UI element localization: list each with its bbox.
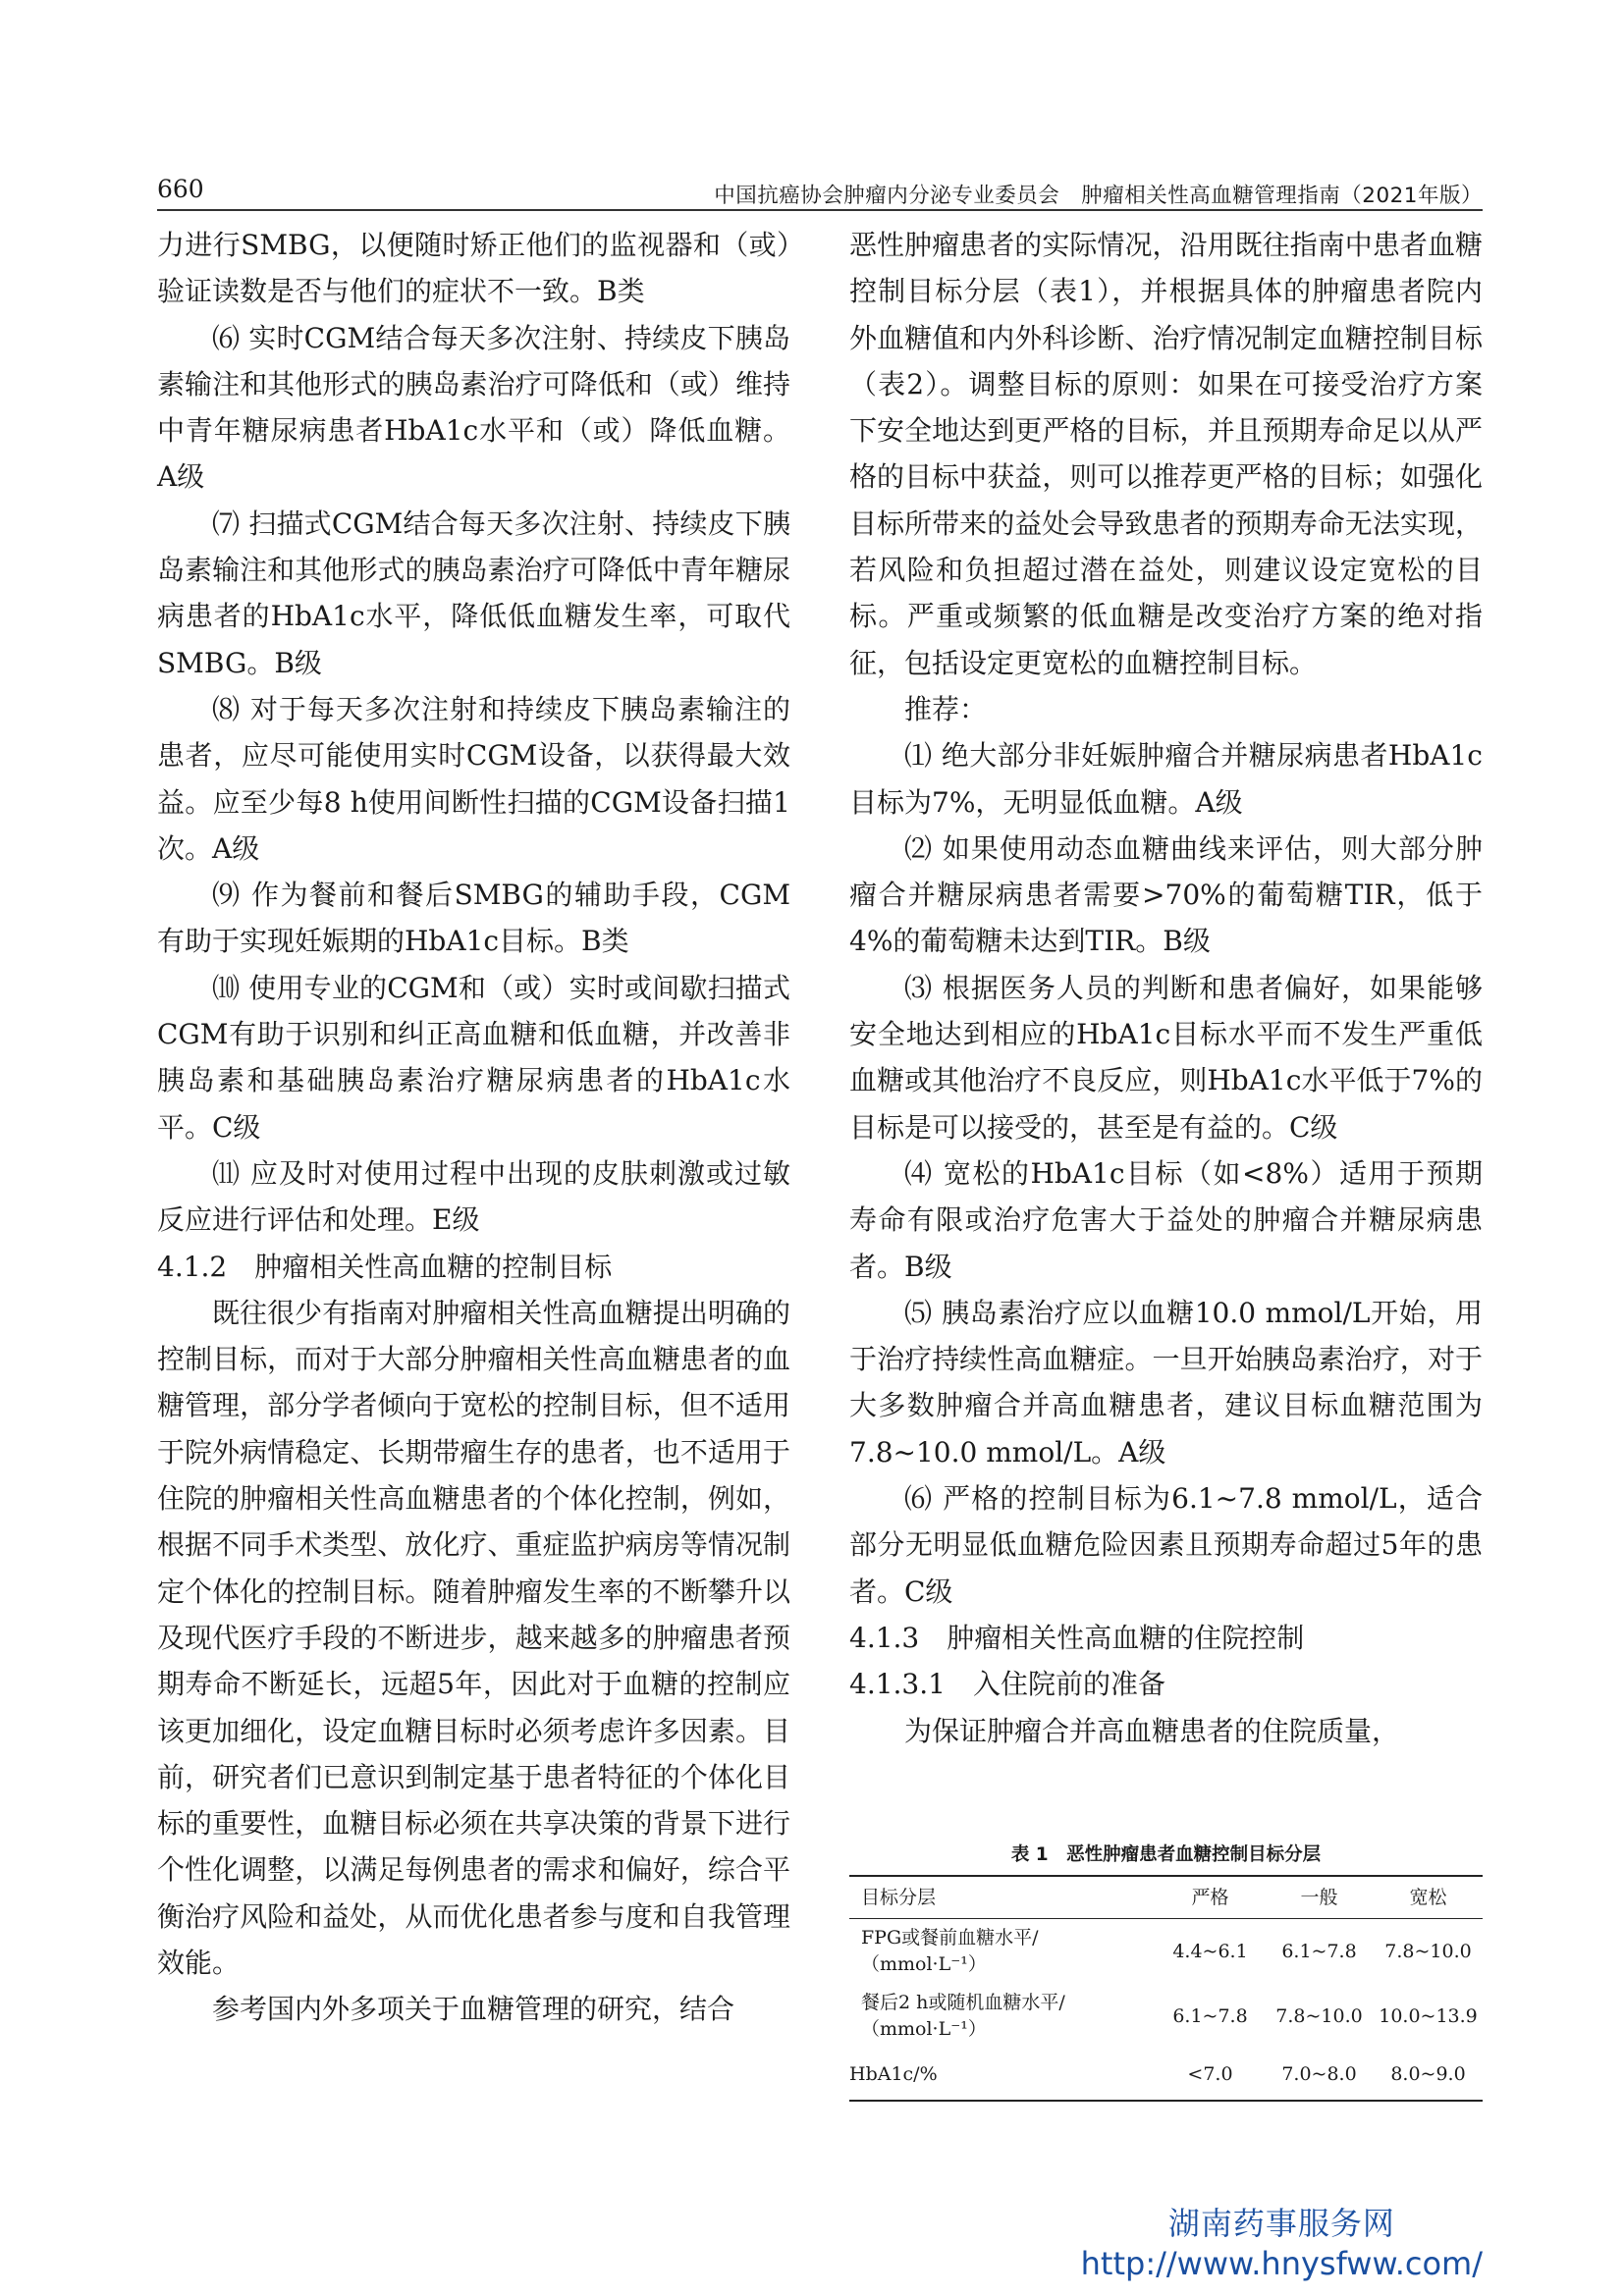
row-label: HbA1c/% bbox=[849, 2049, 1156, 2101]
cell-general: 7.8~10.0 bbox=[1275, 2004, 1363, 2027]
section-heading: 4.1.2 肿瘤相关性高血糖的控制目标 bbox=[157, 1250, 613, 1283]
page-number: 660 bbox=[157, 175, 204, 203]
paragraph: 为保证肿瘤合并高血糖患者的住院质量， bbox=[904, 1714, 1400, 1747]
cell-general: 6.1~7.8 bbox=[1281, 1940, 1357, 1962]
paragraph: 恶性肿瘤患者的实际情况，沿用既往指南中患者血糖控制目标分层（表1），并根据具体的肿瘤患者院内外血糖值和内外科诊断、治疗情况制定血糖控制目标（表2）。调整目标的原则：如果在可接受治疗方案下安全地达到更严格的目标，并且预期寿命足以从严格的目标中获益，则可以推荐更严格的目标；如强化目标所带来的益处会导致患者的预期寿命无法实现，若风险和负担超过潜在益处，则建议设定宽松的目标。严重或频繁的低血糖是改变治疗方案的绝对指征，包括设定更宽松的血糖控制目标。 bbox=[849, 229, 1483, 679]
cell-strict: 6.1~7.8 bbox=[1172, 2004, 1248, 2027]
recommendation-item: ⑻ 对于每天多次注射和持续皮下胰岛素输注的患者，应尽可能使用实时CGM设备，以获得最大效益。应至少每8 h使用间断性扫描的CGM设备扫描1次。A级 bbox=[157, 692, 790, 865]
recommendation-item: ⑾ 应及时对使用过程中出现的皮肤刺激或过敏反应进行评估和处理。E级 bbox=[157, 1156, 790, 1237]
section-heading: 4.1.3 肿瘤相关性高血糖的住院控制 bbox=[849, 1621, 1305, 1654]
cell-strict: 4.4~6.1 bbox=[1172, 1940, 1248, 1962]
right-column bbox=[849, 222, 1483, 1754]
recommendation-item: ⑽ 使用专业的CGM和（或）实时或间歇扫描式CGM有助于识别和纠正高血糖和低血糖，并改善非胰岛素和基础胰岛素治疗糖尿病患者的HbA1c水平。C级 bbox=[157, 971, 790, 1144]
cell-loose: 10.0~13.9 bbox=[1379, 2004, 1478, 2027]
subsection-heading: 4.1.3.1 入住院前的准备 bbox=[849, 1668, 1165, 1701]
recommendation-item: ⑺ 扫描式CGM结合每天多次注射、持续皮下胰岛素输注和其他形式的胰岛素治疗可降低中青年糖尿病患者的HbA1c水平，降低低血糖发生率，可取代SMBG。B级 bbox=[157, 507, 790, 679]
cell-strict: <7.0 bbox=[1156, 2049, 1265, 2101]
table-row bbox=[849, 1919, 1483, 1985]
glucose-target-table bbox=[849, 1875, 1483, 2102]
row-label bbox=[849, 1984, 1156, 2049]
paragraph: 既往很少有指南对肿瘤相关性高血糖提出明确的控制目标，而对于大部分肿瘤相关性高血糖患者的血糖管理，部分学者倾向于宽松的控制目标，但不适用于院外病情稳定、长期带瘤生存的患者，也不适用于住院的肿瘤相关性高血糖患者的个体化控制，例如，根据不同手术类型、放化疗、重症监护病房等情况制定个体化的控制目标。随着肿瘤发生率的不断攀升以及现代医疗手段的不断进步，越来越多的肿瘤患者预期寿命不断延长，远超5年，因此对于血糖的控制应该更加细化，设定血糖目标时必须考虑许多因素。目前，研究者们已意识到制定基于患者特征的个体化目标的重要性，血糖目标必须在共享决策的背景下进行个性化调整，以满足每例患者的需求和偏好，综合平衡治疗风险和益处，从而优化患者参与度和自我管理效能。 bbox=[157, 1296, 790, 1979]
cell-general: 7.0~8.0 bbox=[1265, 2049, 1374, 2101]
recommendation-item: ⑹ 实时CGM结合每天多次注射、持续皮下胰岛素输注和其他形式的胰岛素治疗可降低和（或）维持中青年糖尿病患者HbA1c水平和（或）降低血糖。A级 bbox=[157, 321, 790, 494]
recommendation-item: ⑷ 宽松的HbA1c目标（如<8%）适用于预期寿命有限或治疗危害大于益处的肿瘤合并糖尿病患者。B级 bbox=[849, 1156, 1483, 1283]
row-label bbox=[849, 1919, 1156, 1985]
header-rule bbox=[157, 209, 1483, 211]
running-title: 中国抗癌协会肿瘤内分泌专业委员会 肿瘤相关性高血糖管理指南（2021年版） bbox=[714, 184, 1483, 208]
recommendation-item: ⑸ 胰岛素治疗应以血糖10.0 mmol/L开始，用于治疗持续性高血糖症。一旦开始胰岛素治疗，对于大多数肿瘤合并高血糖患者，建议目标血糖范围为7.8~10.0 mmol/L。A级 bbox=[849, 1296, 1483, 1468]
paragraph: 推荐： bbox=[904, 692, 988, 725]
header-cell: 目标分层 bbox=[849, 1876, 1156, 1919]
watermark bbox=[1081, 2203, 1483, 2283]
recommendation-item: ⑹ 严格的控制目标为6.1~7.8 mmol/L，适合部分无明显低血糖危险因素且预期寿命超过5年的患者。C级 bbox=[849, 1482, 1483, 1608]
page-header bbox=[157, 175, 1483, 210]
table-row bbox=[849, 1984, 1483, 2049]
left-column bbox=[157, 222, 790, 2033]
paragraph: 参考国内外多项关于血糖管理的研究，结合 bbox=[212, 1993, 735, 2026]
cell-loose: 7.8~10.0 bbox=[1384, 1940, 1472, 1962]
row-label-line: 餐后2 h或随机血糖水平/ bbox=[861, 1992, 1065, 2013]
recommendation-item: ⑴ 绝大部分非妊娠肿瘤合并糖尿病患者HbA1c目标为7%，无明显低血糖。A级 bbox=[849, 739, 1483, 819]
row-label-unit: （mmol·L⁻¹） bbox=[861, 2018, 987, 2040]
row-label-unit: （mmol·L⁻¹） bbox=[861, 1953, 987, 1975]
table-row bbox=[849, 2049, 1483, 2101]
watermark-url[interactable]: http://www.hnysfww.com/ bbox=[1080, 2245, 1483, 2282]
table-title: 表 1 恶性肿瘤患者血糖控制目标分层 bbox=[1010, 1844, 1322, 1865]
recommendation-item: ⑼ 作为餐前和餐后SMBG的辅助手段，CGM有助于实现妊娠期的HbA1c目标。B类 bbox=[157, 879, 790, 958]
table-1 bbox=[849, 1836, 1483, 2102]
header-cell: 宽松 bbox=[1374, 1876, 1483, 1919]
cell-loose: 8.0~9.0 bbox=[1374, 2049, 1483, 2101]
row-label-line: FPG或餐前血糖水平/ bbox=[861, 1927, 1039, 1949]
paragraph: 力进行SMBG，以便随时矫正他们的监视器和（或）验证读数是否与他们的症状不一致。B类 bbox=[157, 229, 790, 308]
recommendation-item: ⑵ 如果使用动态血糖曲线来评估，则大部分肿瘤合并糖尿病患者需要>70%的葡萄糖TIR，低于4%的葡萄糖未达到TIR。B级 bbox=[849, 831, 1483, 958]
watermark-site-name: 湖南药事服务网 bbox=[1167, 2205, 1395, 2242]
header-cell: 一般 bbox=[1265, 1876, 1374, 1919]
header-cell: 严格 bbox=[1156, 1876, 1265, 1919]
table-header-row bbox=[849, 1876, 1483, 1919]
recommendation-item: ⑶ 根据医务人员的判断和患者偏好，如果能够安全地达到相应的HbA1c目标水平而不发生严重低血糖或其他治疗不良反应，则HbA1c水平低于7%的目标是可以接受的，甚至是有益的。C级 bbox=[849, 971, 1483, 1144]
